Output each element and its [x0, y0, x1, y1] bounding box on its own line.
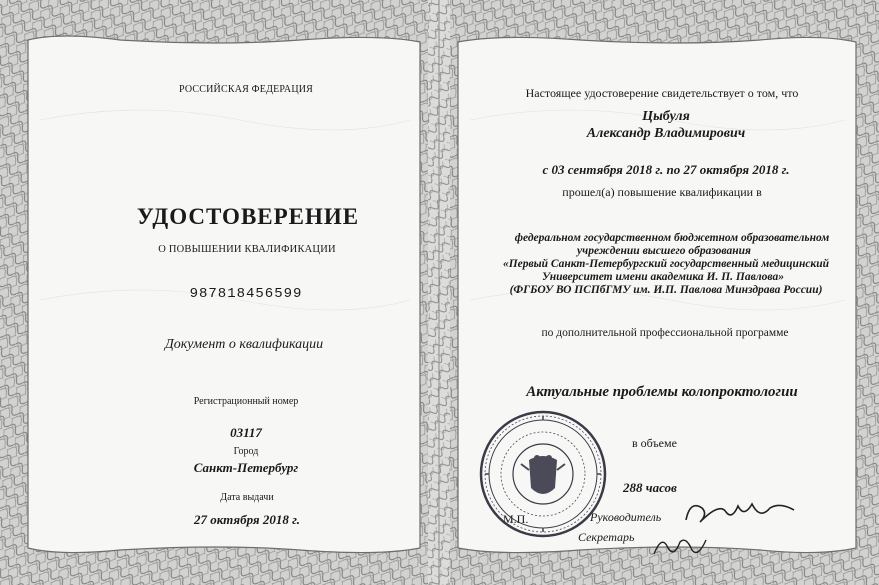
issue-date-label: Дата выдачи [220, 492, 274, 503]
document-type: Документ о квалификации [164, 337, 324, 352]
registration-number: 03117 [230, 425, 262, 440]
secretary-signature [650, 528, 710, 562]
institution-line-2: учреждении высшего образования [577, 245, 751, 257]
given-name: Александр Владимирович [586, 126, 746, 141]
study-period: с 03 сентября 2018 г. по 27 октября 2018 г. [542, 162, 790, 177]
institution-line-3: «Первый Санкт-Петербургский государственный медицинский [502, 258, 830, 270]
head-label: Руководитель [590, 510, 662, 524]
hours-value: 288 часов [623, 480, 677, 495]
program-title: Актуальные проблемы колопроктологии [526, 384, 798, 400]
program-label: по дополнительной профессиональной программе [541, 327, 789, 339]
document-title: УДОСТОВЕРЕНИЕ [136, 204, 360, 229]
qualification-passed: прошел(а) повышение квалификации в [562, 185, 762, 199]
registration-label: Регистрационный номер [193, 396, 299, 407]
secretary-label: Секретарь [578, 530, 635, 544]
city-value: Санкт-Петербург [193, 460, 299, 475]
surname: Цыбуля [642, 109, 690, 124]
head-signature [680, 490, 800, 532]
official-seal [477, 408, 609, 540]
volume-label: в объеме [632, 436, 677, 450]
city-label: Город [233, 446, 259, 457]
institution-line-4: Университет имени академика И. П. Павлова» [542, 271, 784, 283]
country-label: РОССИЙСКАЯ ФЕДЕРАЦИЯ [178, 84, 314, 95]
serial-number: 987818456599 [189, 286, 303, 302]
stamp-place-label: М.П. [503, 512, 529, 526]
institution-line-1: федеральном государственном бюджетном образовательном [514, 232, 830, 244]
intro-text: Настоящее удостоверение свидетельствует о том, что [525, 86, 799, 100]
institution-line-5: (ФГБОУ ВО ПСПбГМУ им. И.П. Павлова Минздрава России) [509, 284, 823, 296]
issue-date: 27 октября 2018 г. [193, 512, 301, 527]
document-subtitle: О ПОВЫШЕНИИ КВАЛИФИКАЦИИ [158, 244, 336, 255]
